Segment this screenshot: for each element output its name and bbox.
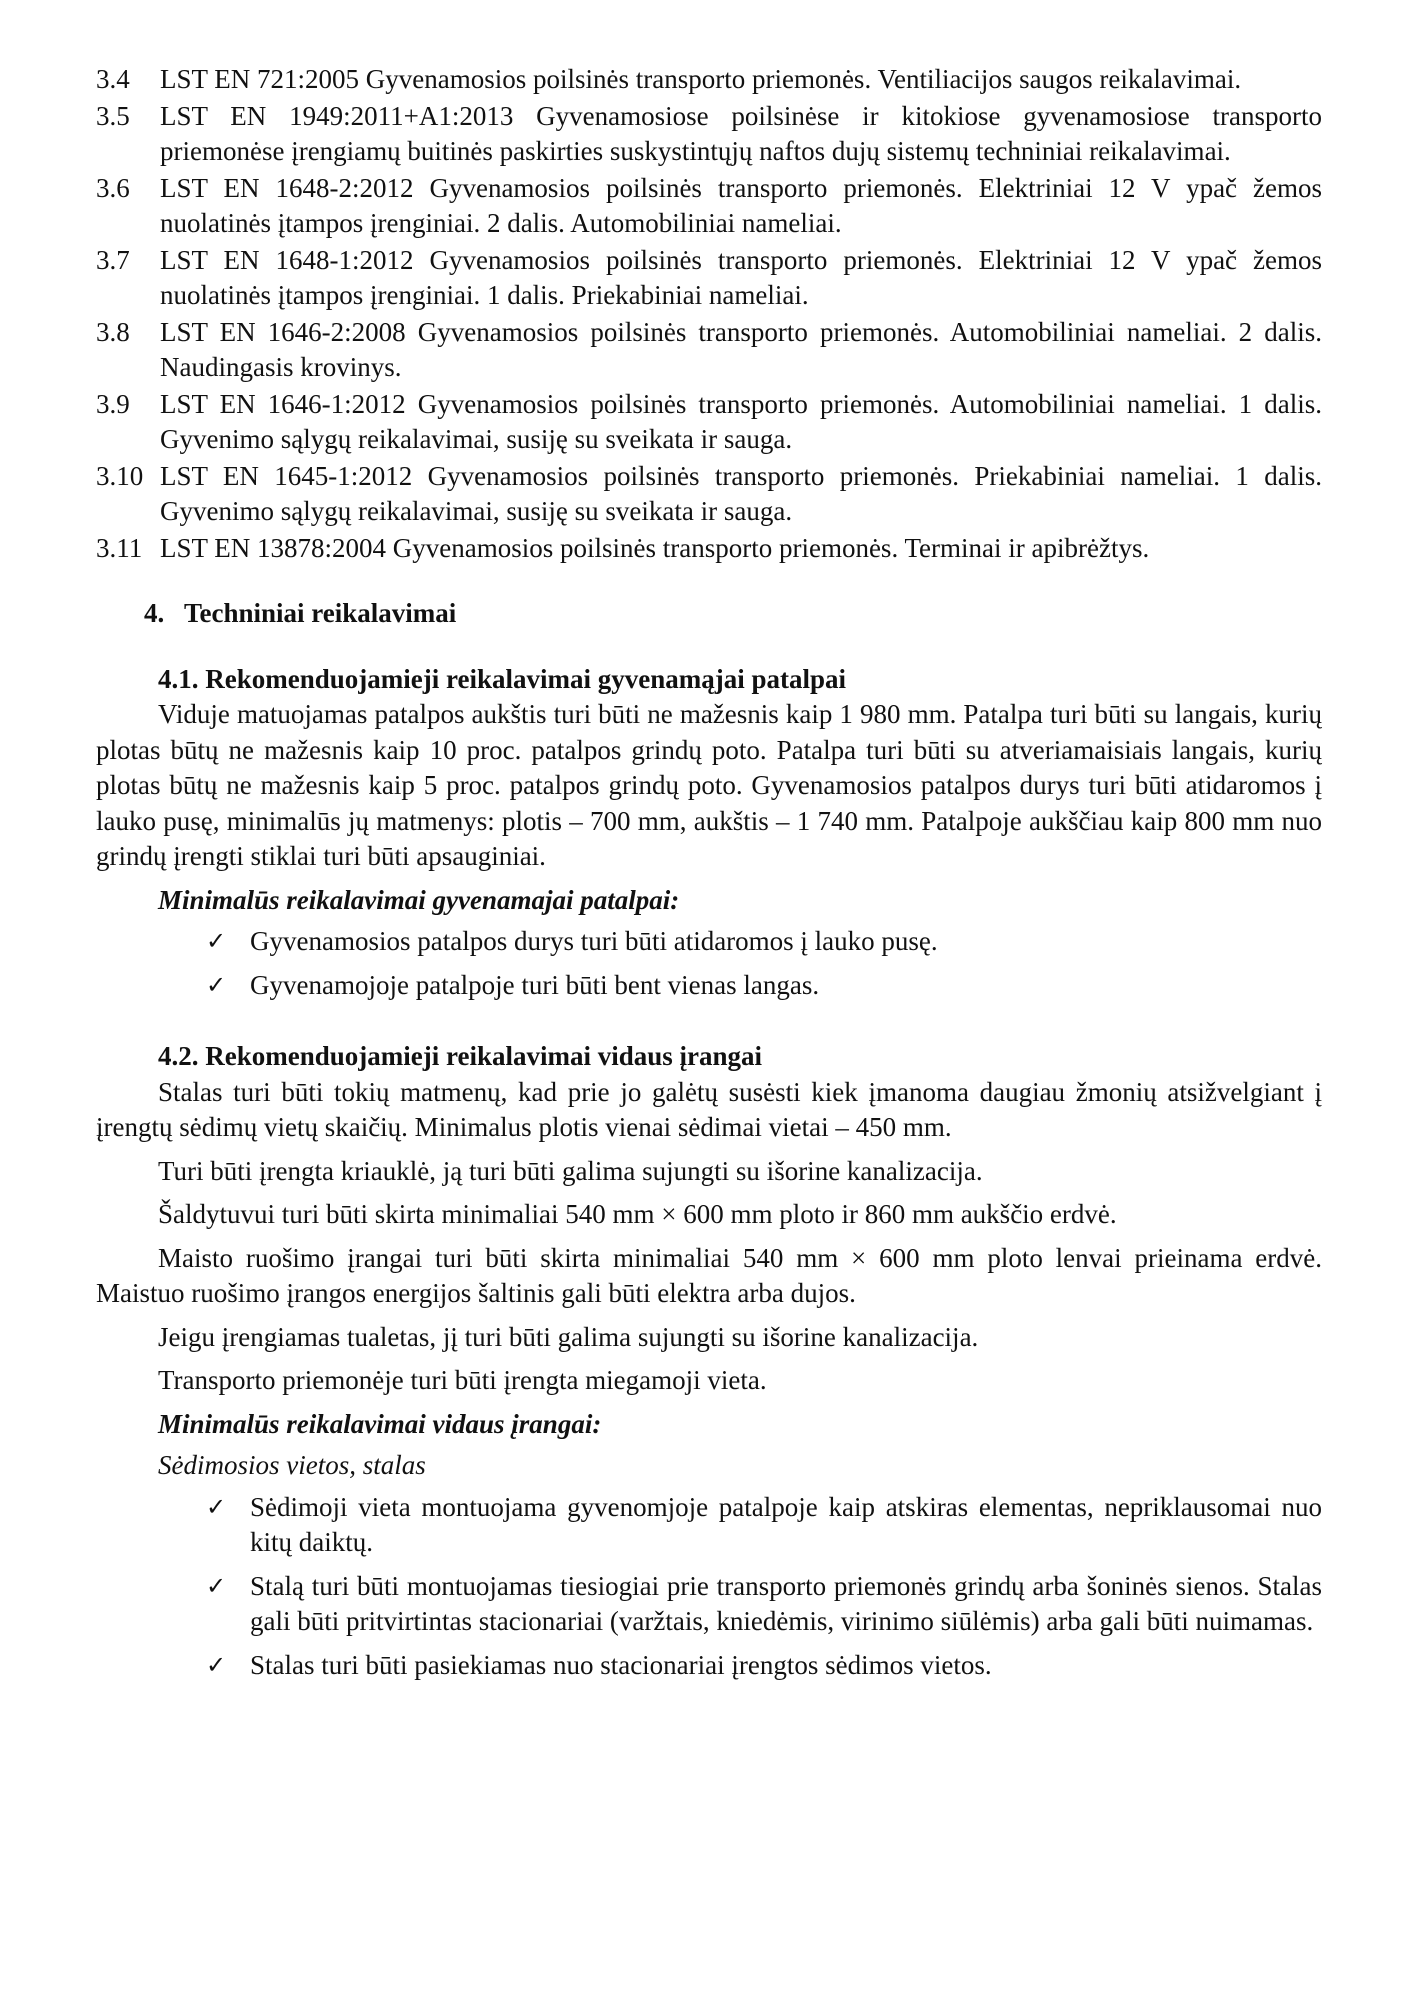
- standard-item: 3.10 LST EN 1645-1:2012 Gyvenamosios poilsinės transporto priemonės. Priekabiniai nameliai. 1 dalis. Gyvenimo sąlygų reikalavimai, susiję su sveikata ir sauga.: [96, 460, 1322, 526]
- checklist: [206, 1490, 1322, 1684]
- paragraph: Viduje matuojamas patalpos aukštis turi būti ne mažesnis kaip 1 980 mm. Patalpa turi būti su langais, kurių plotas būtų ne mažesnis kaip 10 proc. patalpos grindų poto. Patalpa turi būti su atveriamaisiais langais, kurių plotas būtų ne mažesnis kaip 5 proc. patalpos grindų poto. Gyvenamosios patalpos durys turi būti atidaromos į lauko pusę, minimalūs jų matmenys: plotis – 700 mm, aukštis – 1 740 mm. Patalpoje aukščiau kaip 800 mm nuo grindų įrengti stiklai turi būti apsauginiai.: [96, 699, 1322, 871]
- paragraph: Transporto priemonėje turi būti įrengta miegamoji vieta.: [158, 1365, 767, 1395]
- checklist-item: ✓ Gyvenamosios patalpos durys turi būti atidaromos į lauko pusę.: [206, 924, 1322, 960]
- standard-item: 3.8 LST EN 1646-2:2008 Gyvenamosios poilsinės transporto priemonės. Automobiliniai nameliai. 2 dalis. Naudingasis krovinys.: [96, 316, 1322, 382]
- paragraph: Maisto ruošimo įrangai turi būti skirta minimaliai 540 mm × 600 mm ploto lenvai prieinama erdvė. Maistuo ruošimo įrangos energijos šaltinis gali būti elektra arba dujos.: [96, 1242, 1322, 1308]
- section-number: 4.: [144, 598, 165, 628]
- section-4-heading: [96, 596, 1322, 632]
- subsection-4-1-heading: 4.1. Rekomenduojamieji reikalavimai gyvenamąjai patalpai: [158, 663, 846, 694]
- checklist-item: ✓ Sėdimoji vieta montuojama gyvenomjoje patalpoje kaip atskiras elementas, nepriklausomai nuo kitų daiktų.: [206, 1491, 1322, 1557]
- standards-list: [96, 62, 1322, 566]
- check-icon: ✓: [206, 970, 227, 999]
- standard-item: 3.6 LST EN 1648-2:2012 Gyvenamosios poilsinės transporto priemonės. Elektriniai 12 V ypač žemos nuolatinės įtampos įrenginiai. 2 dalis. Automobiliniai nameliai.: [96, 172, 1322, 238]
- standard-item: 3.11 LST EN 13878:2004 Gyvenamosios poilsinės transporto priemonės. Terminai ir apibrėžtys.: [96, 532, 1150, 563]
- standard-item: 3.4 LST EN 721:2005 Gyvenamosios poilsinės transporto priemonės. Ventiliacijos saugos reikalavimai.: [96, 64, 1242, 94]
- paragraph: Stalas turi būti tokių matmenų, kad prie jo galėtų susėsti kiek įmanoma daugiau žmonių atsižvelgiant į įrengtų sėdimų vietų skaičių. Minimalus plotis vienai sėdimai vietai – 450 mm.: [96, 1076, 1322, 1142]
- paragraph: Šaldytuvui turi būti skirta minimaliai 540 mm × 600 mm ploto ir 860 mm aukščio erdvė.: [158, 1199, 1117, 1229]
- document-page: [96, 62, 1322, 1691]
- check-icon: ✓: [206, 1571, 227, 1600]
- check-icon: ✓: [206, 1492, 227, 1521]
- minimum-requirements-title: Minimalūs reikalavimai gyvenamajai patalpai:: [158, 884, 680, 915]
- standard-item: 3.9 LST EN 1646-1:2012 Gyvenamosios poilsinės transporto priemonės. Automobiliniai nameliai. 1 dalis. Gyvenimo sąlygų reikalavimai, susiję su sveikata ir sauga.: [96, 388, 1322, 454]
- subsection-4-2-heading: 4.2. Rekomenduojamieji reikalavimai vidaus įrangai: [158, 1041, 763, 1071]
- standard-item: 3.7 LST EN 1648-1:2012 Gyvenamosios poilsinės transporto priemonės. Elektriniai 12 V ypač žemos nuolatinės įtampos įrenginiai. 1 dalis. Priekabiniai nameliai.: [96, 244, 1322, 310]
- paragraph: Turi būti įrengta kriauklė, ją turi būti galima sujungti su išorine kanalizacija.: [158, 1155, 983, 1186]
- check-icon: ✓: [206, 927, 227, 955]
- checklist-item: ✓ Stalą turi būti montuojamas tiesiogiai prie transporto priemonės grindų arba šoninės sienos. Stalas gali būti pritvirtintas stacionariai (varžtais, kniedėmis, virinimo siūlėmis) arba gali būti nuimamas.: [206, 1570, 1322, 1636]
- check-icon: ✓: [206, 1650, 227, 1679]
- paragraph: Jeigu įrengiamas tualetas, jį turi būti galima sujungti su išorine kanalizacija.: [158, 1321, 979, 1352]
- checklist-item: ✓ Stalas turi būti pasiekiamas nuo stacionariai įrengtos sėdimos vietos.: [206, 1648, 1322, 1684]
- checklist: [206, 924, 1322, 1003]
- sub-title: Sėdimosios vietos, stalas: [158, 1450, 426, 1480]
- standard-item: 3.5 LST EN 1949:2011+A1:2013 Gyvenamosiose poilsinėse ir kitokiose gyvenamosiose transporto priemonėse įrengiamų buitinės paskirties suskystintųjų naftos dujų sistemų techniniai reikalavimai.: [96, 100, 1322, 166]
- section-title: Techniniai reikalavimai: [184, 598, 457, 628]
- checklist-item: ✓ Gyvenamojoje patalpoje turi būti bent vienas langas.: [206, 968, 1322, 1004]
- minimum-requirements-title: Minimalūs reikalavimai vidaus įrangai:: [158, 1408, 602, 1439]
